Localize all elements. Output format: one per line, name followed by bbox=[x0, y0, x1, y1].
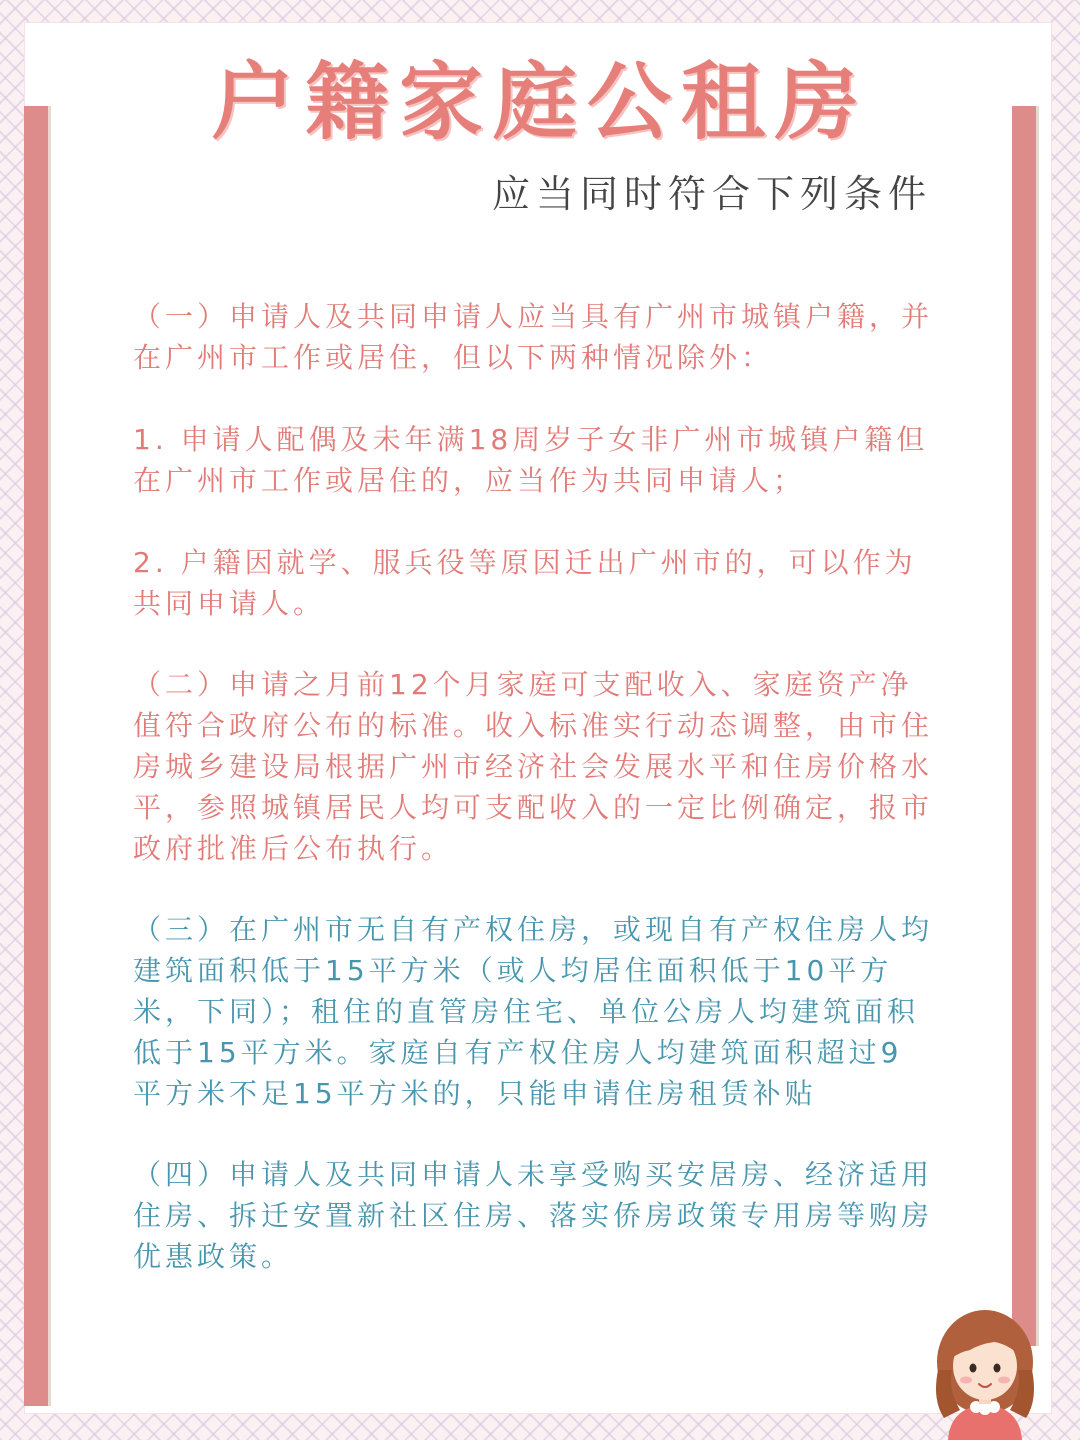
condition-4: （四）申请人及共同申请人未享受购买安居房、经济适用住房、拆迁安置新社区住房、落实侨房政策专用房等购房优惠政策。 bbox=[133, 1158, 934, 1273]
condition-2: （二）申请之月前12个月家庭可支配收入、家庭资产净值符合政府公布的标准。收入标准实行动态调整，由市住房城乡建设局根据广州市经济社会发展水平和住房价格水平，参照城镇居民人均可支配收入的一定比例确定，报市政府批准后公布执行。 bbox=[133, 668, 934, 865]
condition-1-intro: （一）申请人及共同申请人应当具有广州市城镇户籍，并在广州市工作或居住，但以下两种情况除外： bbox=[133, 300, 934, 374]
page-subtitle: 应当同时符合下列条件 bbox=[491, 172, 932, 216]
condition-1-exception-2: 2. 户籍因就学、服兵役等原因迁出广州市的，可以作为共同申请人。 bbox=[133, 546, 917, 620]
condition-1-exception-1: 1. 申请人配偶及未年满18周岁子女非广州市城镇户籍但在广州市工作或居住的，应当作为共同申请人； bbox=[133, 423, 929, 497]
right-decor-bar bbox=[1012, 106, 1039, 1346]
left-decor-bar bbox=[24, 106, 51, 1406]
page-title: 户籍家庭公租房 bbox=[210, 53, 869, 151]
conditions-list bbox=[133, 296, 933, 1277]
condition-3: （三）在广州市无自有产权住房，或现自有产权住房人均建筑面积低于15平方米（或人均居住面积低于10平方米，下同）；租住的直管房住宅、单位公房人均建筑面积低于15平方米。家庭自有产权住房人均建筑面积超过9平方米不足15平方米的，只能申请住房租赁补贴 bbox=[133, 913, 934, 1110]
girl-avatar-icon bbox=[930, 1300, 1040, 1440]
